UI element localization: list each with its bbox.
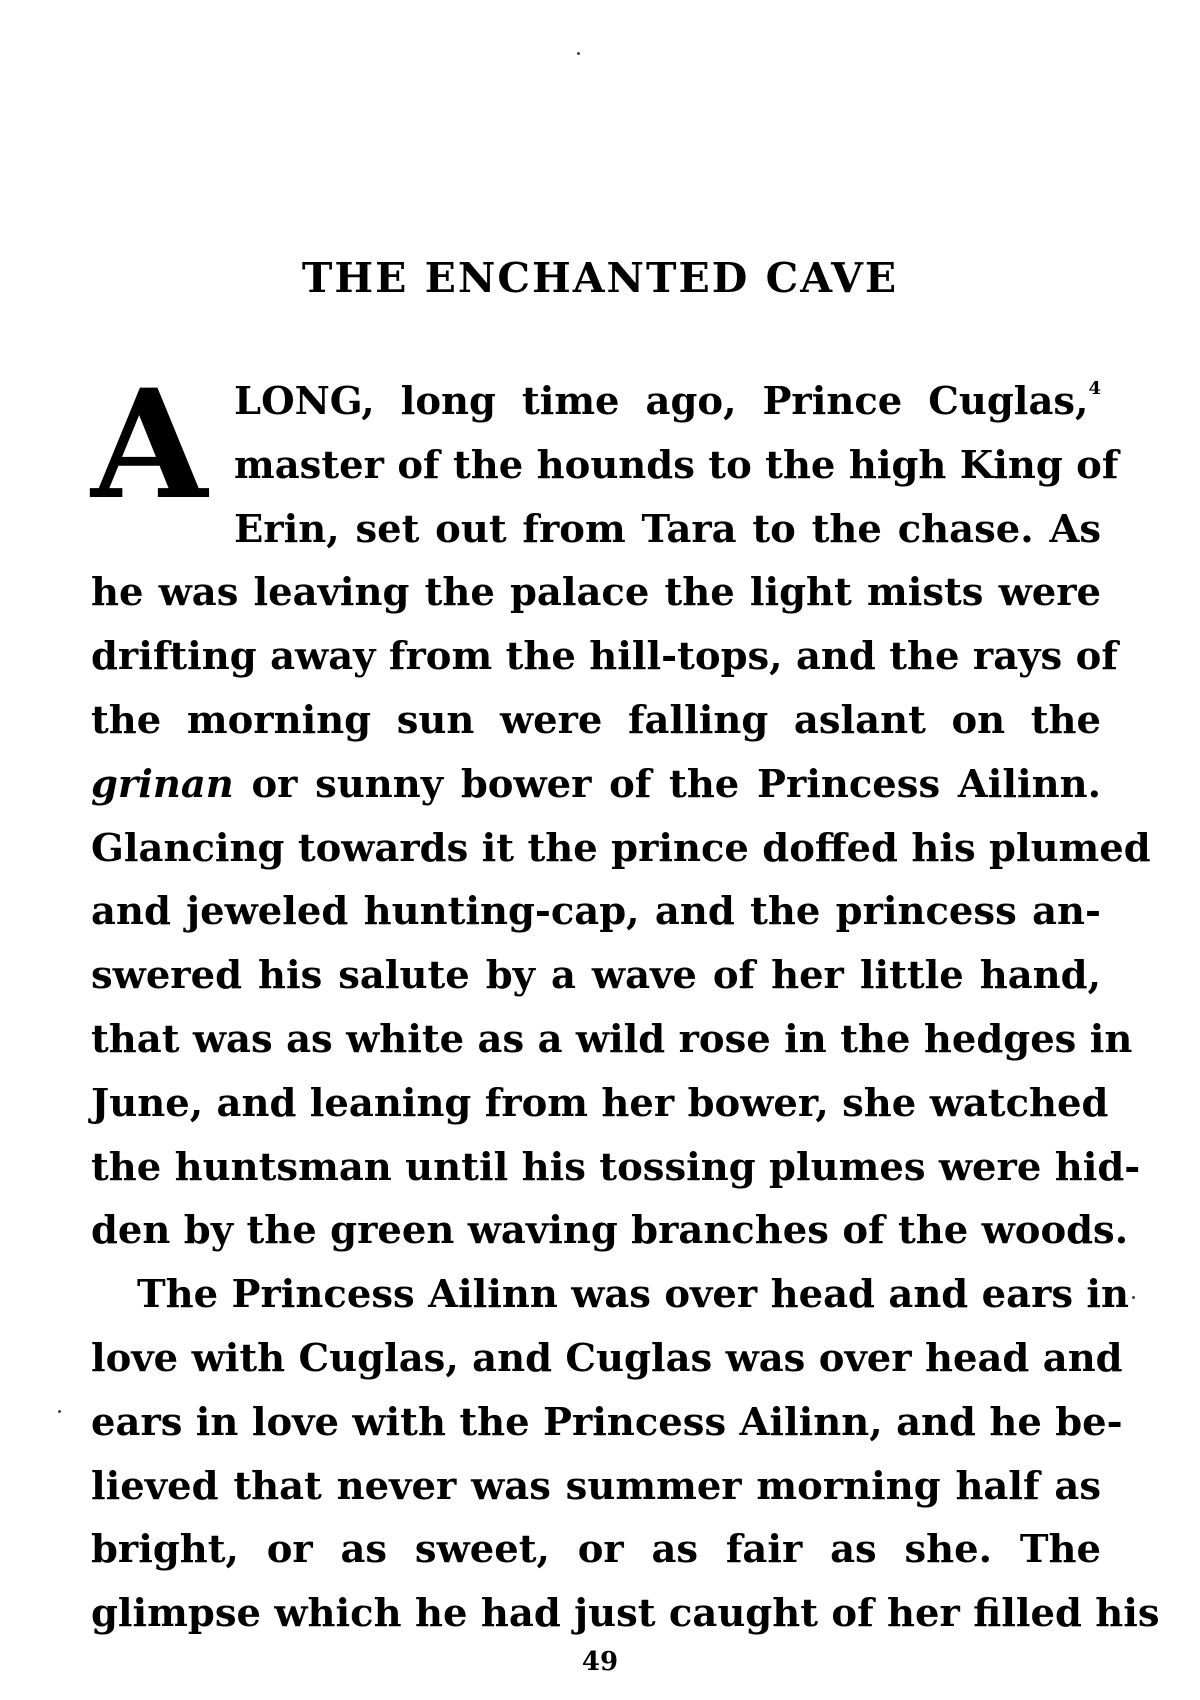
text-line: love with Cuglas, and Cuglas was over head and xyxy=(91,1335,1123,1381)
text-line: glimpse which he had just caught of her filled his xyxy=(91,1591,1160,1637)
footnote-marker: 4 xyxy=(1088,378,1101,399)
drop-cap: A xyxy=(91,357,208,533)
text-line: June, and leaning from her bower, she watched xyxy=(91,1080,1109,1126)
text-line xyxy=(91,753,1101,817)
text-line: Erin, set out from Tara to the chase. As xyxy=(234,506,1101,552)
paper-speck xyxy=(58,1410,61,1413)
body-text xyxy=(91,357,1160,1646)
paper-speck xyxy=(1132,1296,1135,1299)
text-line: the huntsman until his tossing plumes were hid- xyxy=(91,1144,1141,1190)
text-line: the morning sun were falling aslant on the xyxy=(91,697,1101,743)
text-line: he was leaving the palace the light mists were xyxy=(91,570,1101,616)
text-line: master of the hounds to the high King of xyxy=(234,442,1119,488)
text-line: ears in love with the Princess Ailinn, and he be- xyxy=(91,1399,1123,1445)
paper-speck xyxy=(577,52,580,55)
italic-word: grinan xyxy=(91,761,234,807)
text-line-content: or sunny bower of the Princess Ailinn. xyxy=(233,761,1101,807)
page-number: 49 xyxy=(581,1647,619,1677)
text-line: that was as white as a wild rose in the hedges in xyxy=(91,1016,1133,1062)
text-line: bright, or as sweet, or as fair as she. The xyxy=(91,1527,1101,1573)
text-line: den by the green waving branches of the woods. xyxy=(91,1208,1129,1254)
text-line: lieved that never was summer morning half as xyxy=(91,1463,1101,1509)
text-line xyxy=(91,370,1101,434)
text-line: The Princess Ailinn was over head and ears in xyxy=(137,1272,1130,1318)
text-line: and jeweled hunting-cap, and the princess an- xyxy=(91,889,1101,935)
chapter-title: THE ENCHANTED CAVE xyxy=(301,254,899,302)
text-line: swered his salute by a wave of her little hand, xyxy=(91,953,1101,999)
text-line-content: LONG, long time ago, Prince Cuglas, xyxy=(234,379,1089,424)
text-line: Glancing towards it the prince doffed his plumed xyxy=(91,825,1151,871)
text-line: drifting away from the hill-tops, and the rays of xyxy=(91,634,1118,680)
